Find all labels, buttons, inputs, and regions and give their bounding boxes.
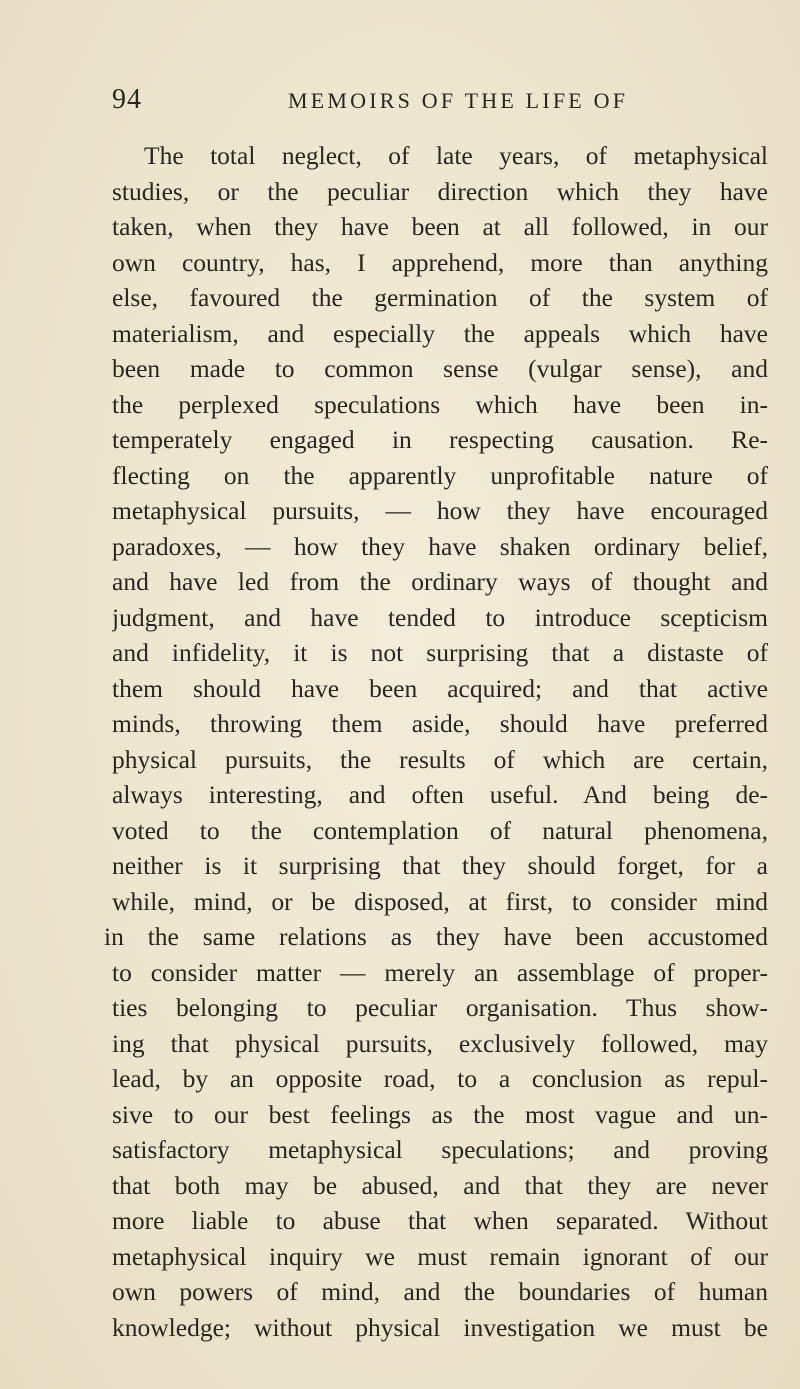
text-line: judgment, and have tended to introduce scepticism bbox=[112, 602, 768, 632]
text-line: been made to common sense (vulgar sense), and bbox=[112, 354, 768, 383]
body-text bbox=[104, 138, 768, 1345]
text-line: physical pursuits, the results of which are certain, bbox=[112, 744, 768, 774]
text-line: studies, or the peculiar direction which they have bbox=[112, 176, 768, 206]
text-line: metaphysical pursuits, — how they have encouraged bbox=[112, 496, 768, 525]
running-title: MEMOIRS OF THE LIFE OF bbox=[288, 88, 629, 113]
text-line: knowledge; without physical investigation we must be bbox=[112, 1312, 768, 1342]
text-line: sive to our best feelings as the most vague and un- bbox=[112, 1099, 768, 1129]
text-line: and infidelity, it is not surprising that a distaste of bbox=[112, 638, 768, 667]
text-line: paradoxes, — how they have shaken ordinary belief, bbox=[112, 531, 768, 561]
text-line: while, mind, or be disposed, at first, to consider mind bbox=[112, 886, 768, 916]
running-head bbox=[112, 84, 772, 124]
text-line: to consider matter — merely an assemblage of proper- bbox=[112, 957, 768, 987]
text-line: else, favoured the germination of the system of bbox=[112, 283, 768, 312]
text-line: ties belonging to peculiar organisation. Thus show- bbox=[112, 993, 768, 1022]
text-line: minds, throwing them aside, should have preferred bbox=[112, 709, 768, 738]
text-line: the perplexed speculations which have been in- bbox=[112, 389, 768, 419]
text-line: metaphysical inquiry we must remain ignorant of our bbox=[112, 1241, 768, 1271]
text-line: flecting on the apparently unprofitable nature of bbox=[112, 460, 768, 490]
text-line: own powers of mind, and the boundaries of human bbox=[112, 1277, 768, 1306]
text-line: ing that physical pursuits, exclusively followed, may bbox=[112, 1028, 768, 1058]
text-line: in the same relations as they have been accustomed bbox=[104, 922, 768, 951]
text-line: voted to the contemplation of natural phenomena, bbox=[112, 815, 768, 845]
text-line: and have led from the ordinary ways of thought and bbox=[112, 567, 768, 596]
text-line: taken, when they have been at all followed, in our bbox=[112, 212, 768, 241]
text-line: satisfactory metaphysical speculations; and proving bbox=[112, 1135, 768, 1164]
text-line: The total neglect, of late years, of metaphysical bbox=[144, 141, 768, 170]
text-line: more liable to abuse that when separated. Without bbox=[112, 1206, 768, 1235]
text-line: own country, has, I apprehend, more than anything bbox=[112, 247, 768, 277]
text-line: temperately engaged in respecting causation. Re- bbox=[112, 425, 768, 454]
text-line: them should have been acquired; and that active bbox=[112, 673, 768, 703]
text-line: lead, by an opposite road, to a conclusion as repul- bbox=[112, 1064, 768, 1093]
text-line: materialism, and especially the appeals which have bbox=[112, 318, 768, 348]
text-line: neither is it surprising that they should forget, for a bbox=[112, 851, 768, 880]
text-line: that both may be abused, and that they are never bbox=[112, 1170, 768, 1200]
text-line: always interesting, and often useful. And being de- bbox=[112, 780, 768, 809]
page-number: 94 bbox=[112, 84, 142, 115]
